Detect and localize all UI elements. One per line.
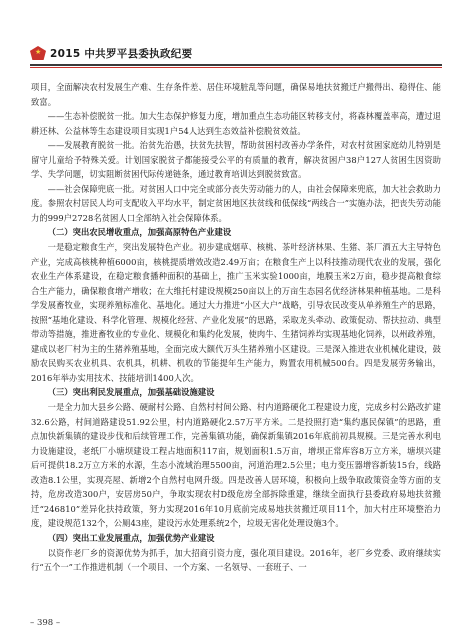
paragraph: 一是稳定粮食生产，突出发展特色产业。初步建成烟草、核桃、茶叶经济林果、生猪、茶厂酒五大主导特色产业，完成高核桃种植6000亩，核桃提质增效改造2.49万亩；在粮食生产上以科技推动现代农业的发展，强化农业生产体系建设，在稳定粮食播种面积的基础上，推广玉米实验1000亩，地膜玉米2万亩，稳步提高粮食综合生产能力，确保粮食增产增收；在大维托村建设规模250亩以上的万亩生态园名优经济林果种植基地。二是科学发展畜牧业，实现养殖标准化、基地化。通过大力推进“小区大户”战略，引导农民改变从单养殖生产的思路，按照“基地化建设、科学化管理、规模化经营、产业化发展”的思路，采取龙头牵动、政策促动、帮扶拉动、典型带动等措施，推进畜牧业的专业化、规模化和集约化发展，使肉牛、生猪饲养均实现基地化饲养，以州政养殖，建成以老厂村为主的生猪养殖基地，全面完成大额代万头生猪养殖小区建设。三是深入推进农业机械化建设，鼓励农民购买农业机具、农机具，机耕、机收的节能提年生产能力，购置农用机械500台。四是发展劳务输出，2016年举办实用技术、技能培训1400人次。: [31, 242, 441, 383]
paragraph: 以资作老厂乡的资源优势为抓手，加大招商引资力度，强化项目建设。2016年，老厂乡党委、政府继续实行“五个一”工作推进机制（一个项目、一个方案、一名领导、一套班子、一: [31, 547, 441, 573]
page-number: – 398 –: [30, 618, 61, 628]
paragraph: ——发展教育脱贫一批。治贫先治愚，扶贫先扶智，帮助贫困村改善办学条件，对农村贫困家庭幼儿特别是留守儿童给予特殊关爱。计划国家脱贫子都能接受公平的有质量的教育，解决贫困户38户127人贫困生因资助学、失学问题，切实阻断贫困代际传递链条，通过教育培训达到脱贫致富。: [31, 140, 441, 180]
party-emblem-icon: ★: [30, 46, 46, 60]
section-heading: （三）突出利民发展重点，加强基础设施建设: [47, 387, 215, 398]
page-header: [30, 44, 442, 62]
body-text: [31, 80, 441, 575]
section-heading: （二）突出农民增收重点，加强高原特色产业建设: [47, 227, 232, 238]
paragraph: 一是全力加大县乡公路、硬耐村公路、自然村村间公路、村内道路硬化工程建设力度，完成乡村公路改扩建32.6公路，村间道路建设51.92公里，村内道路硬化2.57万平方米。二是投照打造“集约惠民保镇”的思路，重点加快新集镇的建设步伐和后续管理工作，完善集镇功能，确保新集镇2016年底前初具规模。三是完善水利电力设施建设，老纸厂小塘坝建设工程占地面积117亩，规划面积1.5万亩，增坝正常库容8万立方米，塘坝兴建后可提供18.2万立方米的水源，生态小流域治理5500亩，河道治理2.5公里；电力变压器增容新装15台，线路改造8.1公里，实现亮屋、新增2个自然村电网升级。四是改善人居环境，积极向上级争取政策资金等方面的支持，危房改造300户，安居房50户，争取实现农村D级危房全部拆除重建，继续全面执行县委政府易地扶贫搬迁“246810”差异化扶持政策，努力实现2016年10月底前完成易地扶贫搬迁项目11个，加大村庄环境整治力度，建设规范132个，公厕43座，建设污水处理系统2个，垃圾无害化处理设施3个。: [31, 402, 441, 529]
paragraph: ——生态补偿脱贫一批。加大生态保护修复力度，增加重点生态功能区转移支付，将森林覆盖率高，遭过退耕还林、公益林等生态建设项目实现1户54人达到生态效益补偿脱贫效益。: [31, 111, 441, 136]
paragraph: 项目，全面解决农村发展生产难、生存条件差、居住环境脏乱等问题，确保易地扶贫搬迁户搬得出、稳得住、能致富。: [31, 82, 441, 107]
header-rule: [30, 64, 442, 66]
header-rule-accent: [30, 67, 442, 68]
running-title: 2015 中共罗平县委执政纪要: [50, 47, 193, 60]
paragraph: ——社会保障兜底一批。对贫困人口中完全或部分丧失劳动能力的人，由社会保障来兜底，加大社会救助力度。参照农村居民人均可支配收入平均水平，制定贫困地区扶贫线和低保线“两线合一”实施办法，把丧失劳动能力的999户2728名贫困人口全部纳入社会保障体系。: [31, 183, 441, 223]
section-heading: （四）突出工业发展重点，加强优势产业建设: [47, 532, 215, 543]
